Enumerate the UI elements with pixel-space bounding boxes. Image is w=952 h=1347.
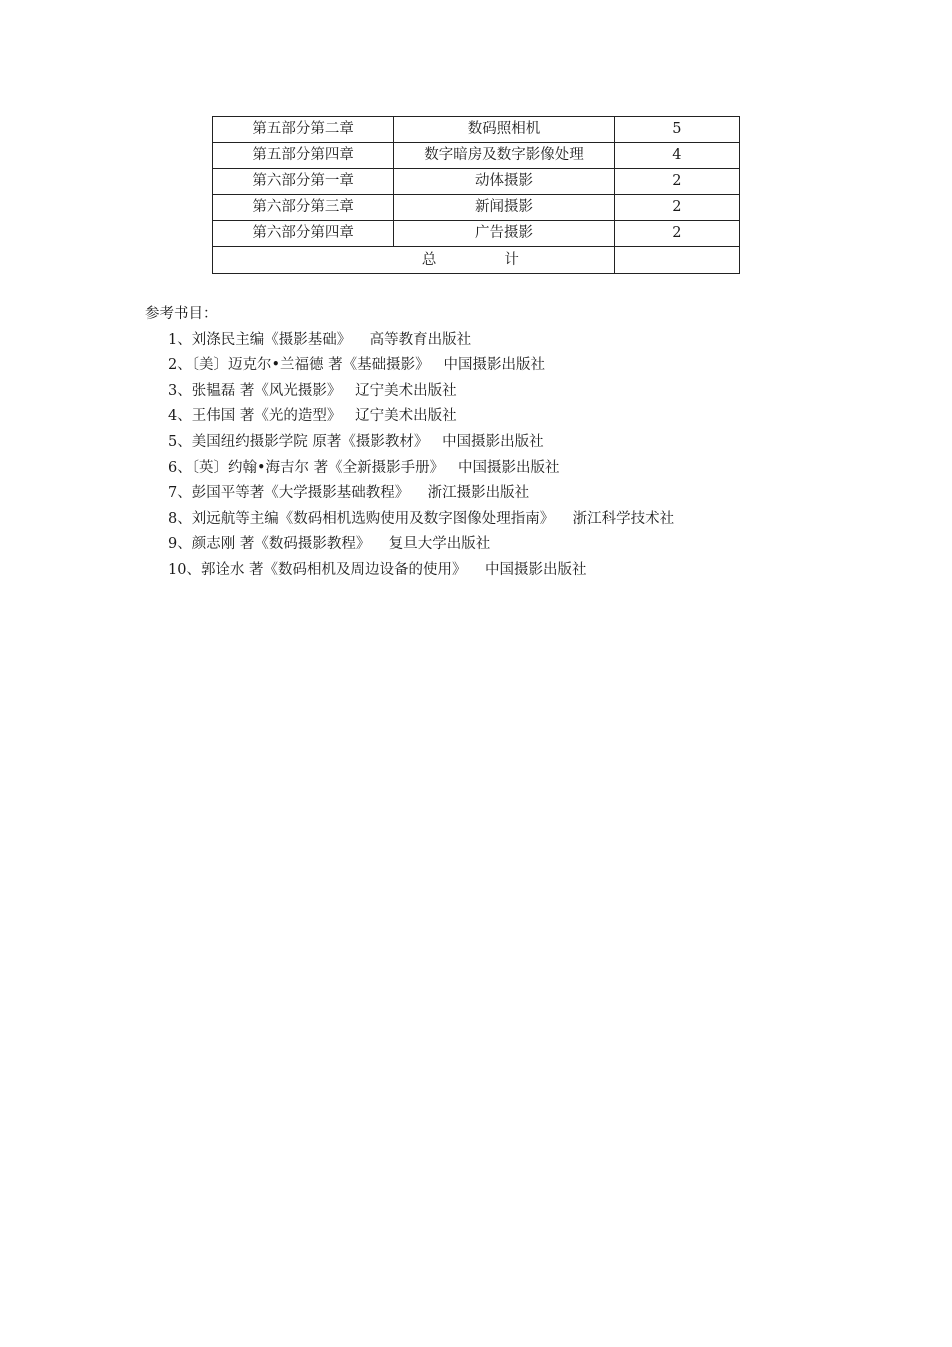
chapter-cell: 第五部分第二章 <box>213 117 394 143</box>
table-row <box>213 117 740 143</box>
table-row <box>213 195 740 221</box>
reference-item: 9、颜志刚 著《数码摄影教程》 复旦大学出版社 <box>168 536 491 553</box>
title-cell: 数码照相机 <box>394 117 614 143</box>
reference-item: 6、〔英〕约翰•海吉尔 著《全新摄影手册》 中国摄影出版社 <box>168 459 560 476</box>
schedule-table <box>212 116 740 274</box>
references-heading: 参考书目： <box>145 306 218 322</box>
hours-cell: 4 <box>614 143 739 169</box>
total-label-second: 计 <box>504 251 519 268</box>
table-row <box>213 169 740 195</box>
title-cell: 广告摄影 <box>394 221 614 247</box>
total-value-cell <box>614 247 739 274</box>
total-row <box>213 247 740 274</box>
references-section <box>145 302 674 584</box>
chapter-cell: 第六部分第三章 <box>213 195 394 221</box>
total-label-cell <box>213 247 615 274</box>
reference-item: 7、彭国平等著《大学摄影基础教程》 浙江摄影出版社 <box>168 485 530 502</box>
chapter-cell: 第五部分第四章 <box>213 143 394 169</box>
reference-item: 8、刘远航等主编《数码相机选购使用及数字图像处理指南》 浙江科学技术社 <box>168 510 675 527</box>
hours-cell: 2 <box>614 195 739 221</box>
reference-item: 1、刘涤民主编《摄影基础》 高等教育出版社 <box>168 331 472 348</box>
chapter-cell: 第六部分第一章 <box>213 169 394 195</box>
total-label <box>422 248 519 273</box>
table-row <box>213 143 740 169</box>
reference-item: 10、郭诠水 著《数码相机及周边设备的使用》 中国摄影出版社 <box>168 561 587 578</box>
title-cell: 新闻摄影 <box>394 195 614 221</box>
reference-item: 5、美国纽约摄影学院 原著《摄影教材》 中国摄影出版社 <box>168 433 544 450</box>
title-cell: 动体摄影 <box>394 169 614 195</box>
chapter-cell: 第六部分第四章 <box>213 221 394 247</box>
title-cell: 数字暗房及数字影像处理 <box>394 143 614 169</box>
reference-item: 4、王伟国 著《光的造型》 辽宁美术出版社 <box>168 408 457 425</box>
hours-cell: 2 <box>614 221 739 247</box>
reference-item: 3、张韫磊 著《风光摄影》 辽宁美术出版社 <box>168 382 457 399</box>
table-row <box>213 221 740 247</box>
hours-cell: 2 <box>614 169 739 195</box>
total-label-first: 总 <box>421 251 437 268</box>
reference-item: 2、〔美〕迈克尔•兰福德 著《基础摄影》 中国摄影出版社 <box>168 357 545 374</box>
references-list <box>145 328 674 584</box>
hours-cell: 5 <box>614 117 739 143</box>
